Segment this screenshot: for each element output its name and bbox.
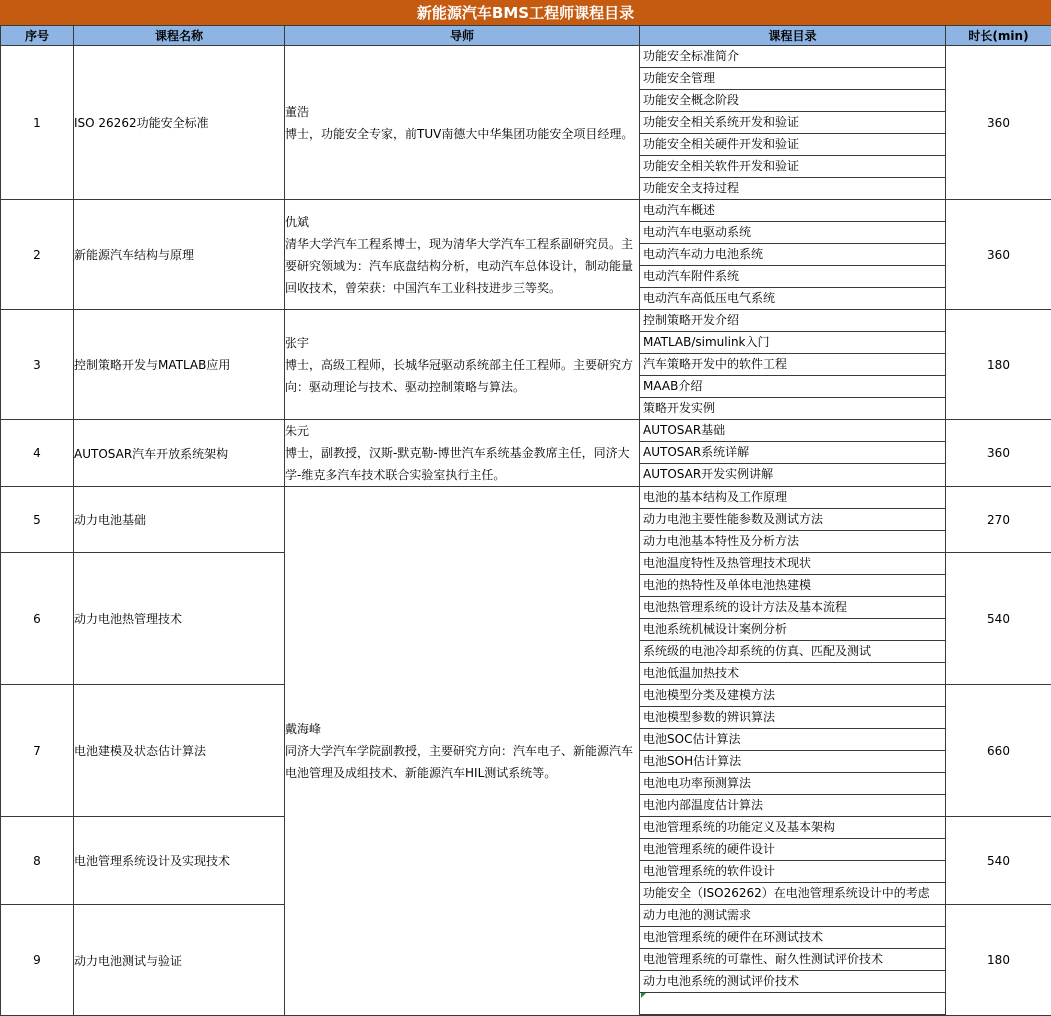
mentor-name: 张宇 xyxy=(285,332,639,354)
outline-item[interactable]: 电池管理系统的软件设计 xyxy=(640,861,945,883)
cell-outline xyxy=(640,487,946,553)
outline-item[interactable]: 电池管理系统的硬件设计 xyxy=(640,839,945,861)
outline-item[interactable]: 功能安全概念阶段 xyxy=(640,90,945,112)
cell-seq[interactable]: 1 xyxy=(1,46,74,200)
cell-course-name[interactable]: 动力电池基础 xyxy=(74,487,285,553)
cell-seq[interactable]: 8 xyxy=(1,817,74,905)
cell-course-name[interactable]: 动力电池热管理技术 xyxy=(74,553,285,685)
outline-item[interactable] xyxy=(640,993,945,1015)
outline-item[interactable]: 电池的热特性及单体电池热建模 xyxy=(640,575,945,597)
outline-item[interactable]: 电池管理系统的硬件在环测试技术 xyxy=(640,927,945,949)
table-row xyxy=(1,487,1051,553)
cell-mentor[interactable] xyxy=(285,487,640,1016)
outline-item[interactable]: 电池的基本结构及工作原理 xyxy=(640,487,945,509)
outline-item[interactable]: 动力电池系统的测试评价技术 xyxy=(640,971,945,993)
cell-seq[interactable]: 9 xyxy=(1,905,74,1016)
outline-item[interactable]: 电池电功率预测算法 xyxy=(640,773,945,795)
cell-mentor[interactable] xyxy=(285,46,640,200)
cell-mentor[interactable] xyxy=(285,420,640,487)
table-row xyxy=(1,200,1051,310)
outline-item[interactable]: 动力电池的测试需求 xyxy=(640,905,945,927)
outline-item[interactable]: 电池温度特性及热管理技术现状 xyxy=(640,553,945,575)
mentor-description: 博士，副教授，汉斯-默克勒-博世汽车系统基金教席主任，同济大学-维克多汽车技术联合实验室执行主任。 xyxy=(285,442,639,486)
outline-item[interactable]: 电动汽车电驱动系统 xyxy=(640,222,945,244)
outline-item[interactable]: AUTOSAR开发实例讲解 xyxy=(640,464,945,485)
outline-item[interactable]: 动力电池基本特性及分析方法 xyxy=(640,531,945,552)
cell-duration[interactable]: 360 xyxy=(946,200,1051,310)
table-row xyxy=(1,420,1051,487)
outline-item[interactable]: 功能安全相关系统开发和验证 xyxy=(640,112,945,134)
mentor-description: 清华大学汽车工程系博士，现为清华大学汽车工程系副研究员。主要研究领域为：汽车底盘结构分析，电动汽车总体设计，制动能量回收技术，曾荣获：中国汽车工业科技进步三等奖。 xyxy=(285,233,639,299)
header-duration[interactable]: 时长(min) xyxy=(946,26,1051,46)
course-table xyxy=(0,25,1051,1016)
outline-item[interactable]: 功能安全管理 xyxy=(640,68,945,90)
cell-mentor[interactable] xyxy=(285,200,640,310)
table-row xyxy=(1,310,1051,420)
mentor-name: 董浩 xyxy=(285,101,639,123)
outline-item[interactable]: 控制策略开发介绍 xyxy=(640,310,945,332)
mentor-description: 同济大学汽车学院副教授，主要研究方向：汽车电子、新能源汽车电池管理及成组技术、新能源汽车HIL测试系统等。 xyxy=(285,740,639,784)
cell-mentor[interactable] xyxy=(285,310,640,420)
outline-item[interactable]: MAAB介绍 xyxy=(640,376,945,398)
outline-item[interactable]: 功能安全支持过程 xyxy=(640,178,945,199)
header-course[interactable]: 课程名称 xyxy=(74,26,285,46)
cell-outline xyxy=(640,200,946,310)
header-seq[interactable]: 序号 xyxy=(1,26,74,46)
outline-item[interactable]: AUTOSAR系统详解 xyxy=(640,442,945,464)
cell-course-name[interactable]: AUTOSAR汽车开放系统架构 xyxy=(74,420,285,487)
cell-duration[interactable]: 180 xyxy=(946,905,1051,1016)
outline-item[interactable]: 功能安全（ISO26262）在电池管理系统设计中的考虑 xyxy=(640,883,945,904)
outline-item[interactable]: AUTOSAR基础 xyxy=(640,420,945,442)
outline-item[interactable]: 电池管理系统的可靠性、耐久性测试评价技术 xyxy=(640,949,945,971)
cell-seq[interactable]: 5 xyxy=(1,487,74,553)
outline-item[interactable]: 电动汽车高低压电气系统 xyxy=(640,288,945,309)
outline-item[interactable]: 电池SOH估计算法 xyxy=(640,751,945,773)
outline-item[interactable]: 电池热管理系统的设计方法及基本流程 xyxy=(640,597,945,619)
cell-seq[interactable]: 7 xyxy=(1,685,74,817)
header-outline[interactable]: 课程目录 xyxy=(640,26,946,46)
table-row xyxy=(1,46,1051,200)
cell-seq[interactable]: 3 xyxy=(1,310,74,420)
mentor-name: 戴海峰 xyxy=(285,718,639,740)
outline-item[interactable]: 电池低温加热技术 xyxy=(640,663,945,684)
outline-item[interactable]: 电池系统机械设计案例分析 xyxy=(640,619,945,641)
outline-item[interactable]: 电池内部温度估计算法 xyxy=(640,795,945,816)
cell-outline xyxy=(640,310,946,420)
cell-seq[interactable]: 4 xyxy=(1,420,74,487)
mentor-name: 仇斌 xyxy=(285,211,639,233)
cell-course-name[interactable]: ISO 26262功能安全标准 xyxy=(74,46,285,200)
cell-duration[interactable]: 180 xyxy=(946,310,1051,420)
header-mentor[interactable]: 导师 xyxy=(285,26,640,46)
outline-item[interactable]: 电池模型分类及建模方法 xyxy=(640,685,945,707)
outline-item[interactable]: 策略开发实例 xyxy=(640,398,945,419)
cell-outline xyxy=(640,685,946,817)
cell-course-name[interactable]: 电池建模及状态估计算法 xyxy=(74,685,285,817)
table-body xyxy=(1,46,1051,1016)
cell-duration[interactable]: 540 xyxy=(946,817,1051,905)
mentor-description: 博士，功能安全专家，前TUV南德大中华集团功能安全项目经理。 xyxy=(285,123,639,145)
outline-item[interactable]: 汽车策略开发中的软件工程 xyxy=(640,354,945,376)
cell-outline xyxy=(640,553,946,685)
outline-item[interactable]: 电动汽车动力电池系统 xyxy=(640,244,945,266)
outline-item[interactable]: 电池SOC估计算法 xyxy=(640,729,945,751)
outline-item[interactable]: 电池管理系统的功能定义及基本架构 xyxy=(640,817,945,839)
cell-outline xyxy=(640,817,946,905)
outline-item[interactable]: 电动汽车附件系统 xyxy=(640,266,945,288)
cell-course-name[interactable]: 新能源汽车结构与原理 xyxy=(74,200,285,310)
cell-duration[interactable]: 540 xyxy=(946,553,1051,685)
outline-item[interactable]: 功能安全相关软件开发和验证 xyxy=(640,156,945,178)
outline-item[interactable]: 系统级的电池冷却系统的仿真、匹配及测试 xyxy=(640,641,945,663)
outline-item[interactable]: 功能安全标准简介 xyxy=(640,46,945,68)
cell-course-name[interactable]: 电池管理系统设计及实现技术 xyxy=(74,817,285,905)
cell-outline xyxy=(640,46,946,200)
mentor-name: 朱元 xyxy=(285,420,639,442)
cell-course-name[interactable]: 控制策略开发与MATLAB应用 xyxy=(74,310,285,420)
cell-seq[interactable]: 6 xyxy=(1,553,74,685)
sheet-title[interactable]: 新能源汽车BMS工程师课程目录 xyxy=(0,0,1051,26)
cell-duration[interactable]: 360 xyxy=(946,420,1051,487)
cell-outline xyxy=(640,905,946,1016)
cell-course-name[interactable]: 动力电池测试与验证 xyxy=(74,905,285,1016)
cell-outline xyxy=(640,420,946,487)
mentor-description: 博士，高级工程师，长城华冠驱动系统部主任工程师。主要研究方向：驱动理论与技术、驱动控制策略与算法。 xyxy=(285,354,639,398)
outline-item[interactable]: 功能安全相关硬件开发和验证 xyxy=(640,134,945,156)
cell-comment-indicator-icon xyxy=(641,993,646,998)
cell-duration[interactable]: 360 xyxy=(946,46,1051,200)
header-row xyxy=(1,26,1051,46)
outline-item[interactable]: 电动汽车概述 xyxy=(640,200,945,222)
cell-duration[interactable]: 270 xyxy=(946,487,1051,553)
cell-seq[interactable]: 2 xyxy=(1,200,74,310)
outline-item[interactable]: 动力电池主要性能参数及测试方法 xyxy=(640,509,945,531)
outline-item[interactable]: 电池模型参数的辨识算法 xyxy=(640,707,945,729)
cell-duration[interactable]: 660 xyxy=(946,685,1051,817)
outline-item[interactable]: MATLAB/simulink入门 xyxy=(640,332,945,354)
